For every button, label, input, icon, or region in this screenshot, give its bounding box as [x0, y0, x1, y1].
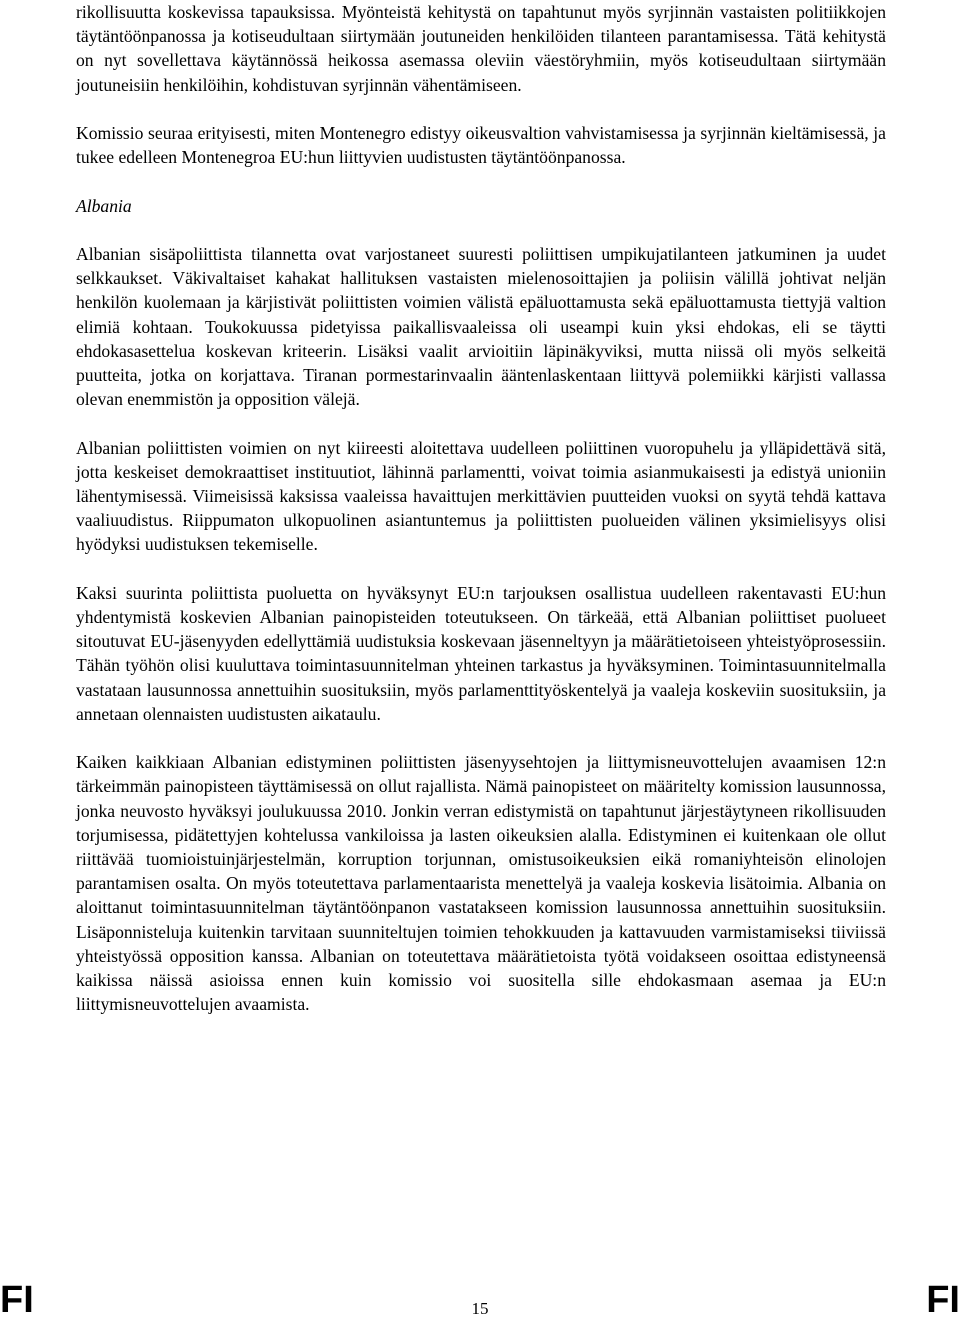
paragraph-2: Komissio seuraa erityisesti, miten Montenegro edistyy oikeusvaltion vahvistamisessa ja syrjinnän kieltämisessä, ja tukee edelleen Montenegroa EU:hun liittyvien uudistusten täytäntöönpanossa.: [76, 123, 886, 168]
albania-paragraph-2: Albanian poliittisten voimien on nyt kiireesti aloitettava uudelleen poliittinen vuoropuhelu ja ylläpidettävä sitä, jotta keskeiset demokraattiset instituutiot, lähinnä parlamentti, voivat toimia asianmukaisesti ja edistyä unioniin lähentymisessä. Viimeisissä kaksissa vaaleissa havaittujen merkittävien puutteiden vuoksi on syytä tehdä kattava vaaliuudistus. Riippumaton ulkopuolinen asiantuntemus ja poliittisten puolueiden välinen yksimielisyys olisi hyödyksi uudistuksen tekemiselle.: [76, 437, 886, 555]
section-heading-albania: Albania: [76, 195, 132, 216]
document-body: [76, 0, 886, 1041]
footer-language-right: FI: [926, 1279, 960, 1321]
page-number: 15: [471, 1299, 489, 1318]
albania-paragraph-1: Albanian sisäpoliittista tilannetta ovat varjostaneet suuresti poliittisen umpikujatilanteen jatkuminen ja uudet selkkaukset. Väkivaltaiset kahakat hallituksen vastaisten mielenosoittajien ja poliisin välillä johtivat neljän henkilön kuolemaan ja kärjistivät poliittisten voimien välistä epäluottamusta sekä epäluottamusta tiettyjä valtion elimiä kohtaan. Toukokuussa pidetyissa paikallisvaaleissa oli useampi kuin yksi ehdokas, eli se täytti ehdokasasettelua koskevan kriteerin. Lisäksi vaalit arvioitiin läpinäkyviksi, mutta niissä oli myös selkeitä puutteita, jotka on korjattava. Tiranan pormestarinvaalin ääntenlaskentaan liittyvä polemiikki kärjisti vallassa olevan enemmistön ja opposition välejä.: [76, 243, 886, 410]
albania-paragraph-3: Kaksi suurinta poliittista puoluetta on hyväksynyt EU:n tarjouksen osallistua uudelleen rakentavasti EU:hun yhdentymistä koskevien Albanian painopisteiden toteutukseen. On tärkeää, että Albanian poliittiset puolueet sitoutuvat EU-jäsenyyden edellyttämiä uudistuksia koskevaan jäsenneltyyn ja määrätietoiseen yhteistyöprosessiin. Tähän työhön olisi kuuluttava toimintasuunnitelman yhteinen tarkastus ja hyväksyminen. Toimintasuunnitelmalla vastataan lausunnossa annettuihin suosituksiin, myös parlamenttityöskentelyä ja vaaleja koskeviin suosituksiin, ja annetaan olennaisten uudistusten aikataulu.: [76, 582, 886, 724]
footer-language-left: FI: [0, 1279, 34, 1321]
paragraph-1: rikollisuutta koskevissa tapauksissa. Myönteistä kehitystä on tapahtunut myös syrjinnän vastaisten politiikkojen täytäntöönpanossa ja kotiseudultaan siirtymään joutuneiden henkilöiden tilanteen parantamisessa. Tätä kehitystä on nyt sovellettava käytännössä heikossa asemassa oleviin väestöryhmiin, myös kotiseudultaan siirtymään joutuneisiin henkilöihin, kohdistuvan syrjinnän vähentämiseen.: [76, 2, 886, 95]
albania-paragraph-4: Kaiken kaikkiaan Albanian edistyminen poliittisten jäsenyysehtojen ja liittymisneuvottelujen avaamisen 12:n tärkeimmän painopisteen täyttämisessä on ollut rajallista. Nämä painopisteet on määritelty komission lausunnossa, jonka neuvosto hyväksyi joulukuussa 2010. Jonkin verran edistymistä on tapahtunut järjestäytyneen rikollisuuden torjumisessa, pidätettyjen kohtelussa vankiloissa ja lasten oikeuksien alalla. Edistyminen ei kuitenkaan ole ollut riittävää tuomioistuinjärjestelmän, korruption torjunnan, omistusoikeuksien eikä romaniyhteisön elinolojen parantamisen osalta. On myös toteutettava parlamentaarista menettelyä ja vaaleja koskevia lisätoimia. Albania on aloittanut toimintasuunnitelman täytäntöönpanon vastatakseen komission lausunnossa annettuihin suosituksiin. Lisäponnisteluja kuitenkin tarvitaan suunniteltujen toimien tehokkuuden ja kattavuuden varmistamiseksi tiiviissä yhteistyössä opposition kanssa. Albanian on toteutettava määrätietoista työtä voidakseen osoittaa edistyneensä kaikissa näissä asioissa ennen kuin komissio voi suositella sille ehdokasmaan asemaa ja EU:n liittymisneuvottelujen avaamista.: [76, 752, 886, 1015]
